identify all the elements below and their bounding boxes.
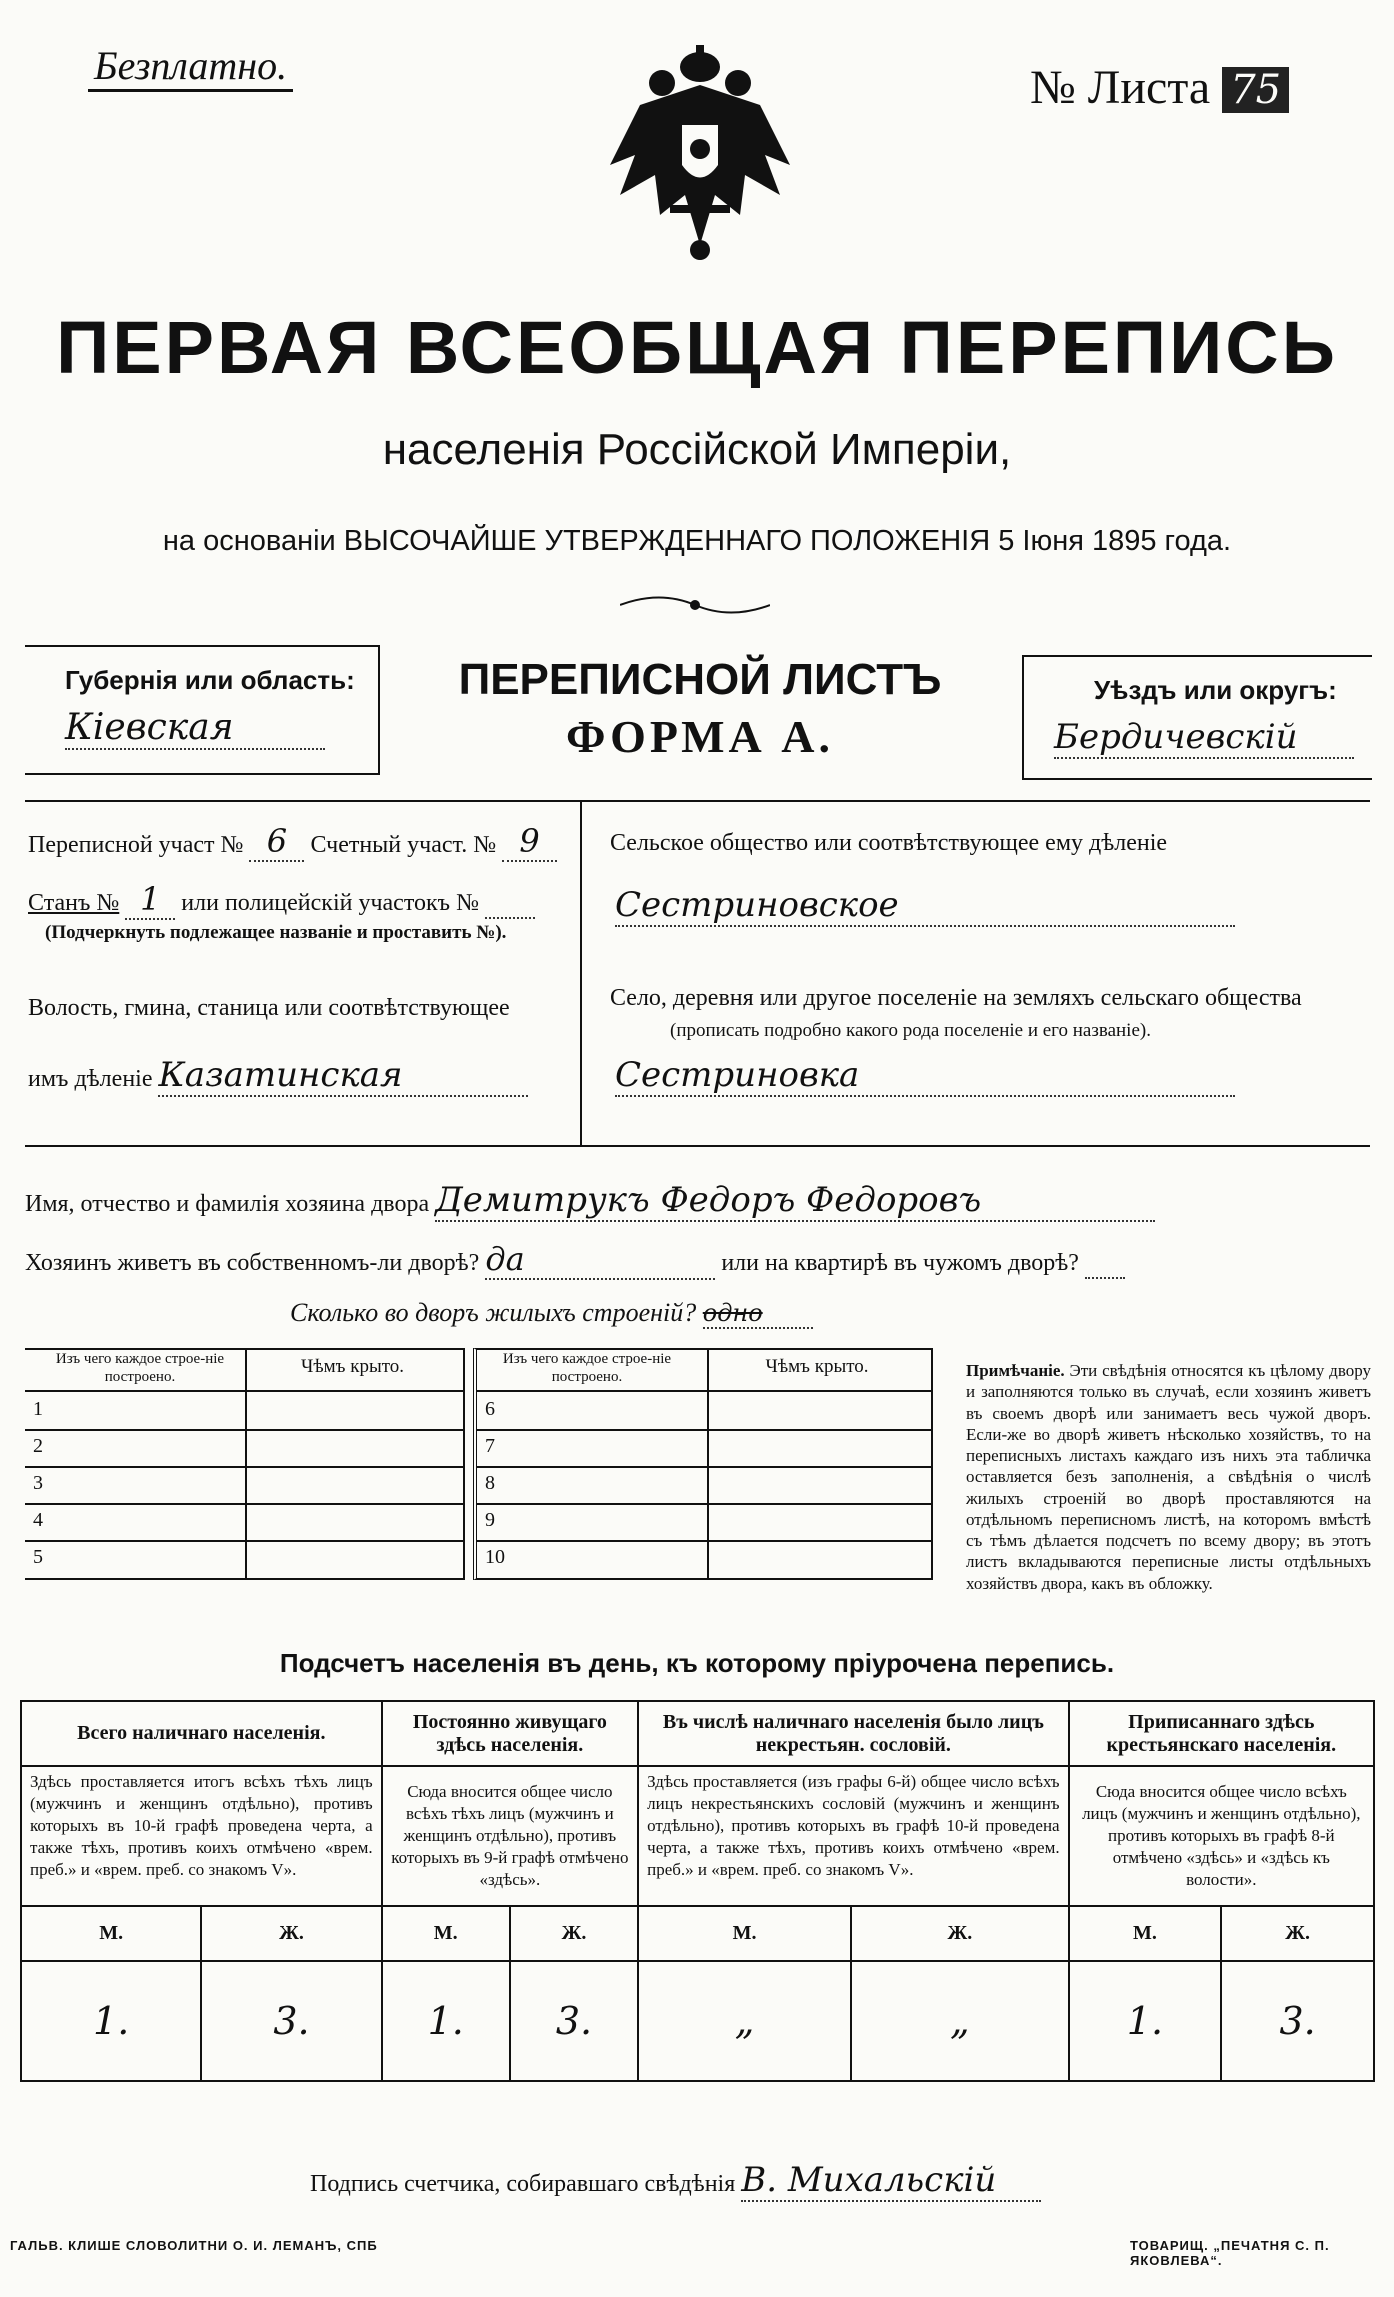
note-text: Эти свѣдѣнія относятся къ цѣлому двору и заполняются только въ случаѣ, если хозяинъ живетъ въ своемъ дворѣ или занимаетъ весь чужой дворъ. Если-же во дворѣ живетъ нѣсколько хозяйствъ, то на переписныхъ листахъ каждаго изъ нихъ эта табличка оставляется безъ заполненія, а свѣдѣнія о числѣ жилыхъ строеній во дворѣ проставляются на отдѣльномъ переписномъ листѣ, на которомъ вмѣстѣ съ тѣмъ дѣлается подсчетъ по всему двору; въ этотъ листъ вкладываются переписные листы отдѣльныхъ хозяйствъ двора, какъ въ обложку. <box>966 1361 1372 1593</box>
pop-col3-m-label: М. <box>638 1906 851 1961</box>
building-material-cell[interactable] <box>517 1392 702 1427</box>
building-row-number: 4 <box>33 1509 43 1531</box>
building-row-number: 7 <box>485 1435 495 1457</box>
volost-label-1: Волость, гмина, станица или соотвѣтствующее <box>28 995 510 1021</box>
underline-note: (Подчеркнуть подлежащее названіе и проставить №). <box>45 922 507 943</box>
sheet-number-label: № Листа <box>1030 61 1211 114</box>
uezd-value[interactable]: Бердичевскій <box>1054 717 1354 759</box>
buildings-table-left <box>25 1348 465 1580</box>
sheet-number-value: 75 <box>1222 67 1289 113</box>
roof-header-right: Чѣмъ крыто. <box>765 1356 869 1377</box>
pop-col3-desc: Здѣсь проставляется (изъ графы 6-й) общее число всѣхъ лицъ некрестьянскихъ сословій (мужчинъ и женщинъ отдѣльно), противъ которыхъ въ графѣ 10-й проведена черта, а также тѣхъ, противъ коихъ отмѣчено «врем. преб.» и «врем. преб. со знакомъ V». <box>638 1766 1068 1906</box>
pop-col2-m-label: М. <box>382 1906 510 1961</box>
building-row <box>477 1540 933 1577</box>
signature-value[interactable]: В. Михальскій <box>741 2160 1041 2202</box>
pop-col4-f-label: Ж. <box>1221 1906 1374 1961</box>
free-label: Безплатно. <box>88 42 293 92</box>
building-row <box>477 1466 933 1505</box>
buildings-label: Сколько во дворъ жилыхъ строеній? <box>290 1298 697 1327</box>
building-roof-cell[interactable] <box>249 1503 459 1538</box>
owner-name-value[interactable]: Демитрукъ Федоръ Федоровъ <box>435 1180 1155 1222</box>
pop-col3-f-value[interactable]: „ <box>851 1961 1069 2081</box>
material-header-right: Изъ чего каждое строе-ніе построено. <box>502 1351 672 1385</box>
police-value[interactable] <box>485 890 535 919</box>
population-heading: Подсчетъ населенія въ день, къ которому пріурочена перепись. <box>279 1648 1115 1678</box>
own-yard-value[interactable]: да <box>485 1240 715 1280</box>
count-area-value[interactable]: 9 <box>502 822 557 862</box>
building-row <box>25 1503 463 1542</box>
building-row-number: 5 <box>33 1546 43 1568</box>
building-row <box>25 1429 463 1468</box>
building-row <box>477 1429 933 1468</box>
pop-col4-desc: Сюда вносится общее число всѣхъ лицъ (мужчинъ и женщинъ отдѣльно), противъ которыхъ въ графѣ 8-й отмѣчено «здѣсь» и «здѣсь къ волости». <box>1069 1766 1374 1906</box>
building-material-cell[interactable] <box>65 1392 240 1427</box>
gubernia-box <box>25 645 380 775</box>
building-row <box>477 1503 933 1542</box>
pop-col2-f-value[interactable]: 3. <box>510 1961 638 2081</box>
building-material-cell[interactable] <box>517 1429 702 1464</box>
note-block <box>966 1360 1371 1594</box>
building-material-cell[interactable] <box>65 1503 240 1538</box>
gubernia-value[interactable]: Кіевская <box>65 707 325 750</box>
volost-label-2: имъ дѣленіе <box>28 1066 153 1092</box>
section-divider-top <box>25 800 1370 802</box>
building-material-cell[interactable] <box>517 1540 702 1575</box>
buildings-row <box>290 1298 813 1329</box>
uezd-box <box>1022 655 1372 780</box>
census-area-label: Переписной участ № <box>28 832 244 858</box>
signature-label: Подпись счетчика, собиравшаго свѣдѣнія <box>310 2171 736 2197</box>
pop-col2-m-value[interactable]: 1. <box>382 1961 510 2081</box>
building-roof-cell[interactable] <box>711 1503 929 1538</box>
buildings-value[interactable]: одно <box>703 1299 813 1329</box>
stan-row <box>28 880 535 920</box>
owner-residence-row <box>25 1240 1125 1280</box>
volost-row <box>28 1055 528 1097</box>
building-row <box>25 1466 463 1505</box>
pop-col1-m-label: М. <box>21 1906 201 1961</box>
legal-basis: на основаніи ВЫСОЧАЙШЕ УТВЕРЖДЕННАГО ПОЛОЖЕНІЯ 5 Іюня 1895 года. <box>162 525 1232 557</box>
building-material-cell[interactable] <box>517 1466 702 1501</box>
building-roof-cell[interactable] <box>711 1429 929 1464</box>
page-subtitle: населенія Россійской Имперіи, <box>382 425 1012 474</box>
pop-col3-title: Въ числѣ наличнаго населенія было лицъ некрестьян. сословій. <box>638 1701 1068 1766</box>
building-row-number: 9 <box>485 1509 495 1531</box>
building-row-number: 8 <box>485 1472 495 1494</box>
material-header-left: Изъ чего каждое строе-ніе построено. <box>55 1351 225 1385</box>
building-row-number: 1 <box>33 1398 43 1420</box>
page-title: ПЕРВАЯ ВСЕОБЩАЯ ПЕРЕПИСЬ <box>56 306 1338 389</box>
pop-col2-title: Постоянно живущаго здѣсь населенія. <box>382 1701 639 1766</box>
building-roof-cell[interactable] <box>711 1540 929 1575</box>
pop-col3-m-value[interactable]: „ <box>638 1961 851 2081</box>
building-material-cell[interactable] <box>65 1540 240 1575</box>
section-divider-bottom <box>25 1145 1370 1147</box>
owner-name-label: Имя, отчество и фамилія хозяина двора <box>25 1191 430 1217</box>
building-row <box>477 1392 933 1431</box>
eagle-emblem-icon <box>600 45 800 265</box>
building-material-cell[interactable] <box>517 1503 702 1538</box>
buildings-table-right <box>473 1348 933 1580</box>
building-row-number: 2 <box>33 1435 43 1457</box>
police-label: или полицейскій участокъ № <box>181 890 479 916</box>
pop-col4-m-label: М. <box>1069 1906 1222 1961</box>
roof-header-left: Чѣмъ крыто. <box>300 1356 405 1377</box>
sheet-number <box>1030 60 1289 115</box>
form-title: ПЕРЕПИСНОЙ ЛИСТЪ <box>458 655 942 704</box>
census-area-row <box>28 822 557 862</box>
pop-col2-desc: Сюда вносится общее число всѣхъ тѣхъ лицъ (мужчинъ и женщинъ отдѣльно), противъ которыхъ въ 9-й графѣ отмѣчено «здѣсь». <box>382 1766 639 1906</box>
uezd-label: Уѣздъ или округъ: <box>1094 675 1337 705</box>
society-value[interactable]: Сестриновское <box>615 885 1235 927</box>
building-row-number: 10 <box>485 1546 505 1568</box>
ornament-divider-icon <box>620 590 770 620</box>
gubernia-label: Губернія или область: <box>65 665 355 695</box>
building-row <box>25 1392 463 1431</box>
building-roof-cell[interactable] <box>249 1540 459 1575</box>
stan-value[interactable]: 1 <box>125 880 175 920</box>
building-roof-cell[interactable] <box>249 1466 459 1501</box>
pop-col1-title: Всего наличнаго населенія. <box>21 1701 382 1766</box>
pop-col1-f-label: Ж. <box>201 1906 381 1961</box>
society-label: Сельское общество или соотвѣтствующее ему дѣленіе <box>610 830 1168 856</box>
footer-left: ГАЛЬВ. КЛИШЕ СЛОВОЛИТНИ О. И. ЛЕМАНЪ, СПБ <box>10 2238 378 2253</box>
owner-name-row <box>25 1180 1155 1222</box>
form-name: ФОРМА А. <box>566 711 834 762</box>
population-table <box>20 1700 1375 2080</box>
rent-value[interactable] <box>1085 1250 1125 1279</box>
building-row-number: 6 <box>485 1398 495 1420</box>
own-yard-label: Хозяинъ живетъ въ собственномъ-ли дворѣ? <box>25 1250 480 1276</box>
volost-value[interactable]: Казатинская <box>158 1055 528 1097</box>
signature-row <box>310 2160 1041 2202</box>
note-title: Примѣчаніе. <box>966 1361 1065 1380</box>
section-divider-vertical <box>580 800 582 1145</box>
building-row-number: 3 <box>33 1472 43 1494</box>
pop-col4-f-value[interactable]: 3. <box>1221 1961 1374 2081</box>
footer-right: ТОВАРИЩ. „ПЕЧАТНЯ С. П. ЯКОВЛЕВА“. <box>1130 2238 1330 2268</box>
building-roof-cell[interactable] <box>249 1429 459 1464</box>
building-row <box>25 1540 463 1577</box>
pop-col2-f-label: Ж. <box>510 1906 638 1961</box>
village-note: (прописать подробно какого рода поселеніе и его названіе). <box>670 1020 1151 1041</box>
pop-col1-m-value[interactable]: 1. <box>21 1961 201 2081</box>
pop-col3-f-label: Ж. <box>851 1906 1069 1961</box>
pop-col4-title: Приписаннаго здѣсь крестьянскаго населенія. <box>1069 1701 1374 1766</box>
building-roof-cell[interactable] <box>711 1466 929 1501</box>
pop-col1-f-value[interactable]: 3. <box>201 1961 381 2081</box>
stan-label: Станъ № <box>28 890 120 916</box>
building-roof-cell[interactable] <box>711 1392 929 1427</box>
pop-col4-m-value[interactable]: 1. <box>1069 1961 1222 2081</box>
pop-col1-desc: Здѣсь проставляется итогъ всѣхъ тѣхъ лицъ (мужчинъ и женщинъ отдѣльно), противъ которыхъ въ 10-й графѣ проведена черта, а также тѣхъ, противъ коихъ отмѣчено «врем. преб.» и «врем. преб. со знакомъ V». <box>21 1766 382 1906</box>
village-value[interactable]: Сестриновка <box>615 1055 1235 1097</box>
building-material-cell[interactable] <box>65 1466 240 1501</box>
building-material-cell[interactable] <box>65 1429 240 1464</box>
village-label: Село, деревня или другое поселеніе на земляхъ сельскаго общества <box>610 985 1302 1011</box>
count-area-label: Счетный участ. № <box>310 832 497 858</box>
building-roof-cell[interactable] <box>249 1392 459 1427</box>
census-area-value[interactable]: 6 <box>249 822 304 862</box>
rent-label: или на квартирѣ въ чужомъ дворѣ? <box>721 1250 1079 1276</box>
